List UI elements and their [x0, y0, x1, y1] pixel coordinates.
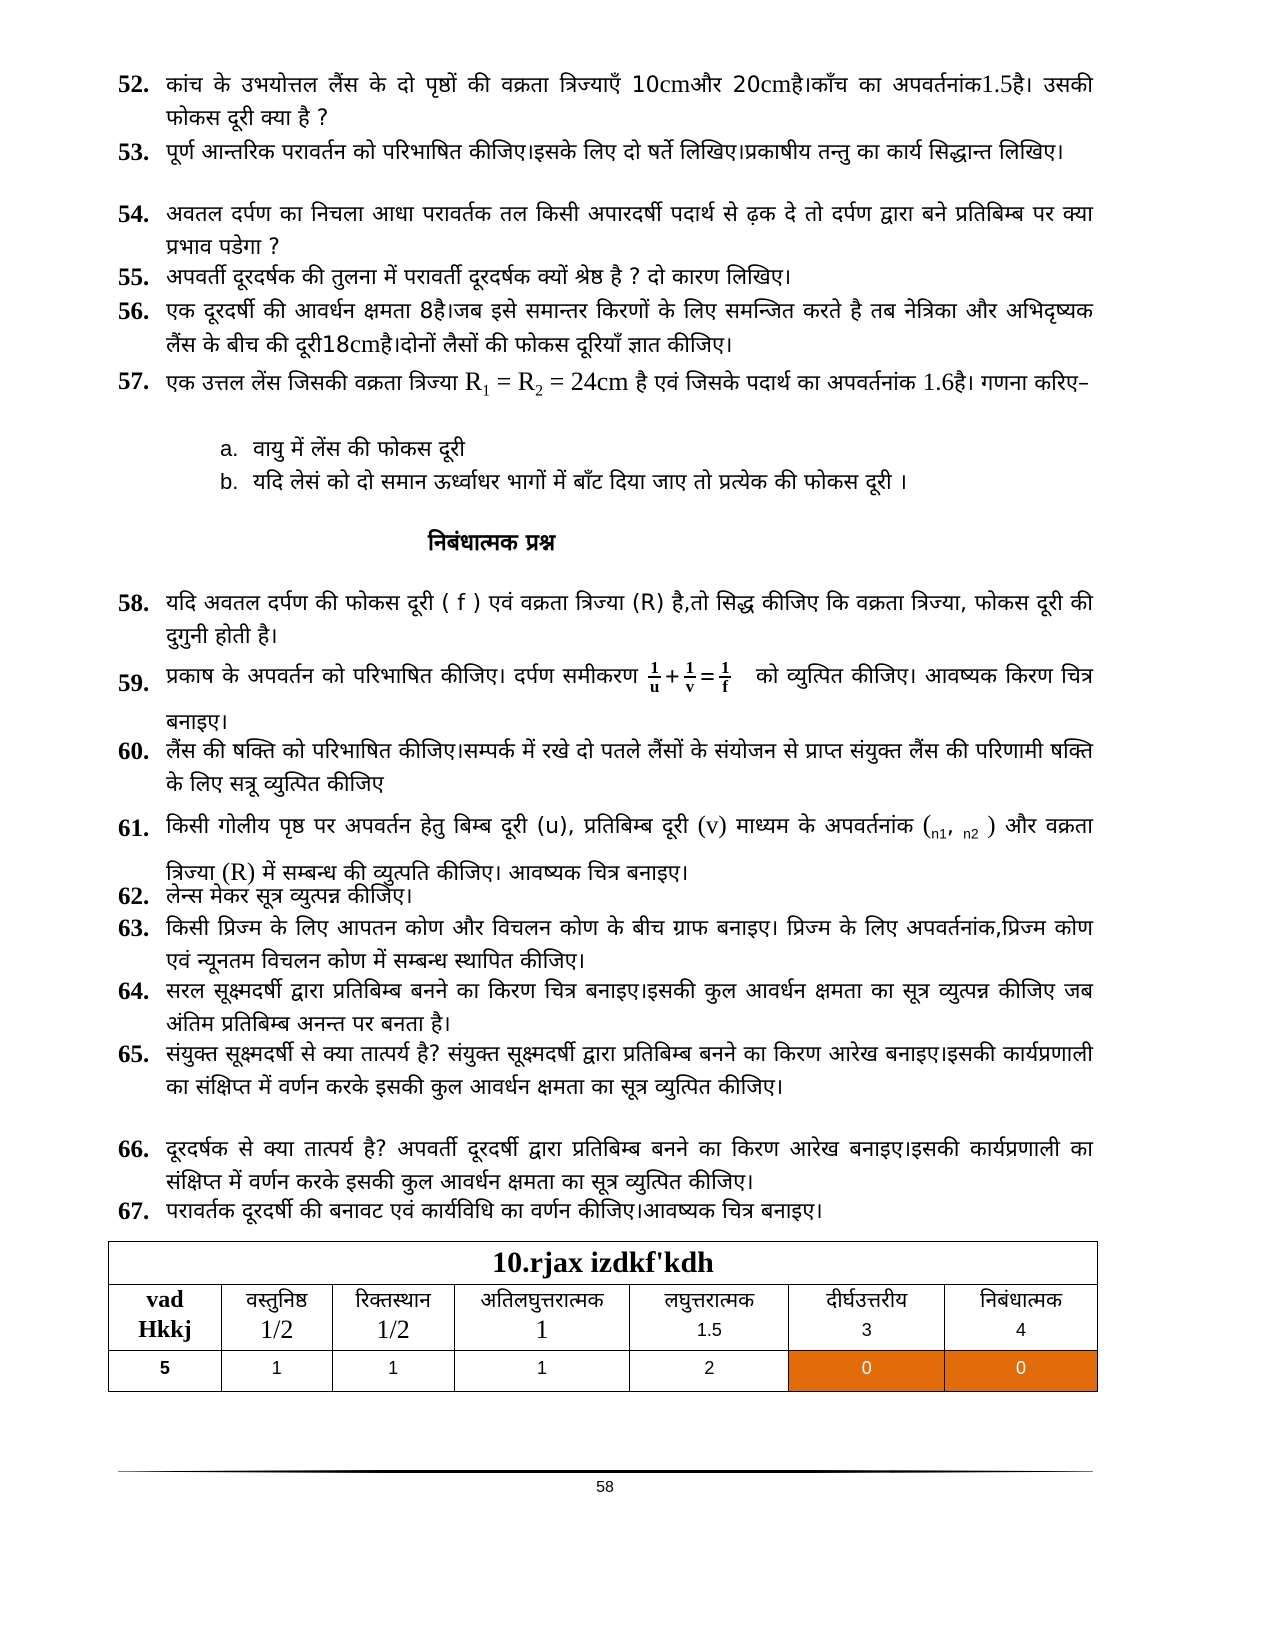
question-text: सरल सूक्ष्मदर्षी द्वारा प्रतिबिम्ब बनने का किरण चित्र बनाइए।इसकी कुल आवर्धन क्षमता का सूत्र व्युत्पन्न कीजिए जब अंतिम प्रतिबिम्ब अनन्त पर बनता है। — [166, 979, 1093, 1037]
sub-item-text: वायु में लेंस की फोकस दूरी — [253, 437, 466, 462]
question-57 — [118, 365, 1093, 407]
sub-item-b — [220, 465, 1093, 499]
footer-divider — [118, 1469, 1093, 1474]
question-62 — [118, 880, 1093, 913]
question-text: पूर्ण आन्तरिक परावर्तन को परिभाषित कीजिए।इसके लिए दो षर्ते लिखिए।प्रकाषीय तन्तु का कार्य सिद्धान्त लिखिए। — [166, 140, 1064, 165]
question-text: एक उत्तल लेंस जिसकी वक्रता त्रिज्या $R_1 = R_2 = 24cm$ है एवं जिसके पदार्थ का अपवर्तनांक 1.6है। गणना करिए– — [166, 367, 1089, 400]
marks-count-cell: 2 — [630, 1351, 789, 1392]
question-text: लेन्स मेकर सूत्र व्युत्पन्न कीजिए। — [166, 884, 413, 909]
question-text: संयुक्त सूक्ष्मदर्षी से क्या तात्पर्य है? संयुक्त सूक्ष्मदर्षी द्वारा प्रतिबिम्ब बनने का किरण आरेख बनाइए।इसकी कार्यप्रणाली का संक्षिप्त में वर्णन करके इसकी कुल आवर्धन क्षमता का सूत्र व्युत्पित कीजिए। — [166, 1042, 1093, 1100]
question-53 — [118, 136, 1093, 169]
question-text: लैंस की षक्ति को परिभाषित कीजिए।सम्पर्क में रखे दो पतले लैंसों के संयोजन से प्राप्त संयुक्त लैंस की परिणामी षक्ति के लिए सत्रू व्युत्पित कीजिए — [166, 739, 1093, 797]
question-text: किसी गोलीय पृष्ठ पर अपवर्तन हेतु बिम्ब दूरी (u), प्रतिबिम्ब दूरी (v) माध्यम के अपवर्तनांक ($_{n1}$, $_{n2}$ ) और वक्रता त्रिज्या (R) में सम्बन्ध की व्युत्पति कीजिए। आवष्यक चित्र बनाइए। — [166, 810, 1093, 887]
sub-item-label: b. — [220, 469, 239, 494]
marks-col-very-short: अतिलघुत्तरात्मक 1 — [454, 1285, 630, 1351]
marks-count-cell: 1 — [221, 1351, 332, 1392]
page-number: 58 — [596, 1479, 614, 1496]
question-number: 53. — [118, 139, 150, 166]
marks-table-title: 10.rjax izdkf'kdh — [109, 1242, 1098, 1285]
question-number: 64. — [118, 978, 150, 1005]
question-59 — [118, 654, 1093, 746]
question-number: 66. — [118, 1136, 150, 1163]
marks-col-short: लघुत्तरात्मक 1.5 — [630, 1285, 789, 1351]
question-text: कांच के उभयोत्तल लैंस के दो पृष्ठों की वक्रता त्रिज्याएँ 10cmऔर 20cmहै।काँच का अपवर्तनांक1.5है। उसकी फोकस दूरी क्या है ? — [166, 71, 1093, 131]
marks-total: 5 — [109, 1351, 222, 1392]
question-number: 60. — [118, 738, 150, 765]
marks-count-cell: 1 — [332, 1351, 454, 1392]
question-number: 56. — [118, 298, 150, 325]
question-58 — [118, 587, 1093, 653]
question-number: 67. — [118, 1198, 150, 1225]
marks-count-cell: 1 — [454, 1351, 630, 1392]
question-63 — [118, 912, 1093, 978]
question-54 — [118, 198, 1093, 264]
question-text: प्रकाष के अपवर्तन को परिभाषित कीजिए। दर्पण समीकरण $\frac{1}{u}$ + $\frac{1}{v}$ = $\frac{1}{f}$ को व्युत्पित कीजिए। आवष्यक किरण चित्र बनाइए। — [166, 658, 1093, 735]
question-text: एक दूरदर्षी की आवर्धन क्षमता 8है।जब इसे समान्तर किरणों के लिए समन्जित करते है तब नेत्रिका और अभिदृष्यक लैंस के बीच की दूरी18cmहै।दोनों लैसों की फोकस दूरियाँ ज्ञात कीजिए। — [166, 299, 1093, 358]
question-number: 59. — [118, 670, 150, 697]
question-number: 52. — [118, 71, 150, 98]
marks-table — [108, 1241, 1098, 1392]
sub-item-text: यदि लेसं को दो समान ऊर्ध्वाधर भागों में बाँट दिया जाए तो प्रत्येक की फोकस दूरी । — [253, 470, 908, 495]
question-55 — [118, 261, 1093, 294]
marks-col-objective: वस्तुनिष्ठ 1/2 — [221, 1285, 332, 1351]
formula-one-over-f: $\frac{1}{f}$ — [720, 658, 730, 696]
question-text: किसी प्रिज्म के लिए आपतन कोण और विचलन कोण के बीच ग्राफ बनाइए। प्रिज्म के लिए अपवर्तनांक,प्रिज्म कोण एवं न्यूनतम विचलन कोण में सम्बन्ध स्थापित कीजिए। — [166, 916, 1093, 974]
question-number: 63. — [118, 915, 150, 942]
marks-col-fill-blank: रिक्तस्थान 1/2 — [332, 1285, 454, 1351]
marks-col-essay: निबंधात्मक 4 — [945, 1285, 1098, 1351]
marks-count-cell-highlighted: 0 — [789, 1351, 945, 1392]
question-number: 54. — [118, 201, 150, 228]
question-66 — [118, 1133, 1093, 1199]
question-text: अपवर्ती दूरदर्षक की तुलना में परावर्ती दूरदर्षक क्यों श्रेष्ठ है ? दो कारण लिखिए। — [166, 265, 792, 290]
question-60 — [118, 735, 1093, 801]
question-text: अवतल दर्पण का निचला आधा परावर्तक तल किसी अपारदर्षी पदार्थ से ढ़क दे तो दर्पण द्वारा बने प्रतिबिम्ब पर क्या प्रभाव पडेगा ? — [166, 202, 1093, 260]
marks-table-corner: vad Hkkj — [109, 1285, 222, 1351]
question-number: 65. — [118, 1041, 150, 1068]
question-number: 58. — [118, 590, 150, 617]
question-number: 62. — [118, 883, 150, 910]
question-56 — [118, 295, 1093, 362]
question-64 — [118, 975, 1093, 1041]
question-number: 57. — [118, 368, 150, 395]
marks-col-long: दीर्घउत्तरीय 3 — [789, 1285, 945, 1351]
question-number: 55. — [118, 264, 150, 291]
marks-count-cell-highlighted: 0 — [945, 1351, 1098, 1392]
question-number: 61. — [118, 815, 150, 842]
question-text: परावर्तक दूरदर्षी की बनावट एवं कार्यविधि का वर्णन कीजिए।आवष्यक चित्र बनाइए। — [166, 1199, 823, 1224]
sub-item-label: a. — [220, 436, 239, 461]
section-heading: निबंधात्मक प्रश्न — [428, 530, 556, 556]
question-52 — [118, 68, 1093, 135]
formula-one-over-u: $\frac{1}{u}$ — [649, 658, 660, 696]
question-67 — [118, 1195, 1093, 1228]
question-text: यदि अवतल दर्पण की फोकस दूरी ( f ) एवं वक्रता त्रिज्या (R) है,तो सिद्ध कीजिए कि वक्रता त्रिज्या, फोकस दूरी की दुगुनी होती है। — [166, 591, 1093, 649]
question-text: दूरदर्षक से क्या तात्पर्य है? अपवर्ती दूरदर्षी द्वारा प्रतिबिम्ब बनने का किरण आरेख बनाइए।इसकी कार्यप्रणाली का संक्षिप्त में वर्णन करके इसकी कुल आवर्धन क्षमता का सूत्र व्युत्पित कीजिए। — [166, 1137, 1093, 1195]
question-65 — [118, 1038, 1093, 1104]
formula-one-over-v: $\frac{1}{v}$ — [685, 658, 695, 696]
sub-item-a — [220, 432, 1093, 466]
